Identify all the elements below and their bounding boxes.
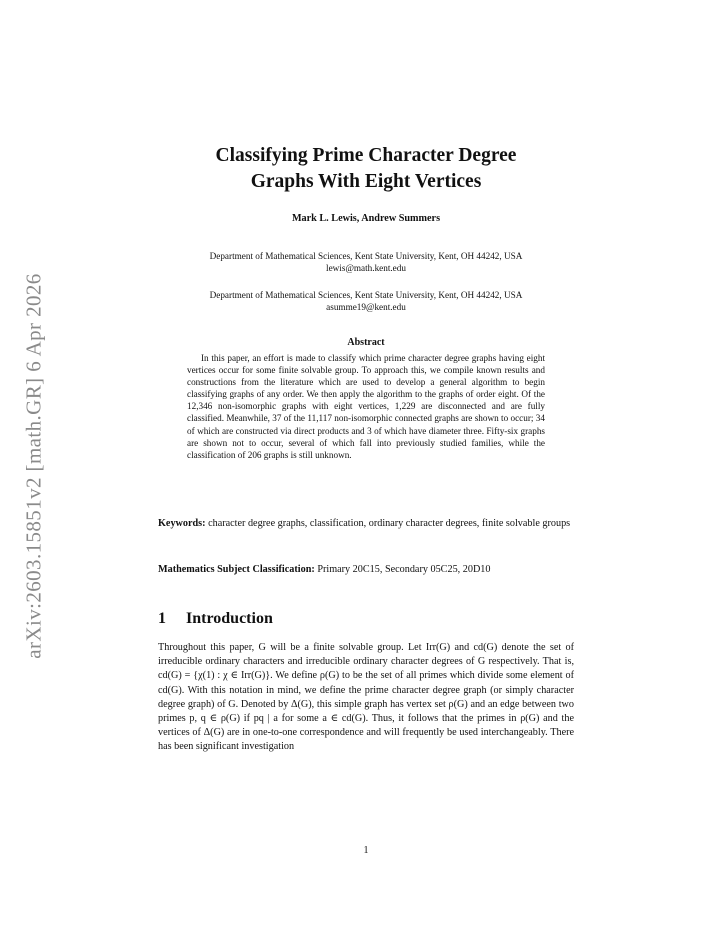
paper-title-line-1: Classifying Prime Character Degree: [215, 145, 517, 166]
affiliation-1: [158, 250, 574, 274]
msc-text: Primary 20C15, Secondary 05C25, 20D10: [317, 564, 491, 575]
affiliation-2-department: Department of Mathematical Sciences, Kent State University, Kent, OH 44242, USA: [209, 290, 523, 300]
page-number: 1: [363, 845, 369, 856]
keywords-label: Keywords:: [158, 518, 206, 529]
paper-title-line-2: Graphs With Eight Vertices: [250, 171, 482, 192]
msc-block: [158, 563, 518, 577]
section-heading: [158, 610, 574, 628]
affiliation-1-email: lewis@math.kent.edu: [326, 263, 406, 273]
paper-title: [158, 143, 574, 195]
section-number: 1: [158, 610, 166, 627]
abstract-heading: Abstract: [347, 337, 385, 348]
introduction-paragraph: Throughout this paper, G will be a finite solvable group. Let Irr(G) and cd(G) denote the set of irreducible ordinary characters and irreducible ordinary character degrees of G respectively. That is, cd(G) = {χ(1) : χ ∈ Irr(G)}. We define ρ(G) to be the set of all primes which divide some element of cd(G). With this notation in mind, we define the prime character degree graph (or simply character degree graph) of G. Denoted by Δ(G), this simple graph has vertex set ρ(G) and an edge between two primes p, q ∈ ρ(G) if pq | a for some a ∈ cd(G). Thus, it follows that the primes in ρ(G) and the vertices of Δ(G) are in one-to-one correspondence and will frequently be used interchangeably. There has been significant investigation: [158, 642, 574, 753]
affiliation-2-email: asumme19@kent.edu: [326, 302, 406, 312]
msc-label: Mathematics Subject Classification:: [158, 564, 315, 575]
author-list: Mark L. Lewis, Andrew Summers: [291, 213, 441, 224]
keywords-block: [158, 517, 574, 531]
affiliation-1-department: Department of Mathematical Sciences, Kent State University, Kent, OH 44242, USA: [209, 251, 523, 261]
arxiv-identifier-stamp: arXiv:2603.15851v2 [math.GR] 6 Apr 2026: [21, 273, 46, 659]
section-title: Introduction: [186, 610, 273, 627]
affiliation-2: [158, 289, 574, 313]
abstract-text: In this paper, an effort is made to classify which prime character degree graphs having eight vertices occur for some finite solvable group. To approach this, we compile known results and constructions from the literature which are used to develop a general algorithm to begin classifying graphs of any order. We then apply the algorithm to the graphs of order eight. Of the 12,346 non-isomorphic graphs with eight vertices, 1,229 are disconnected and are fully classified. Meanwhile, 37 of the 11,117 non-isomorphic connected graphs are shown to occur; 34 of which are constructed via direct products and 3 of which have diameter three. Fifty-six graphs are shown not to occur, several of which fall into previously studied families, while the classification of 206 graphs is still unknown.: [187, 353, 545, 460]
keywords-text: character degree graphs, classification, ordinary character degrees, finite solvable groups: [208, 518, 571, 529]
